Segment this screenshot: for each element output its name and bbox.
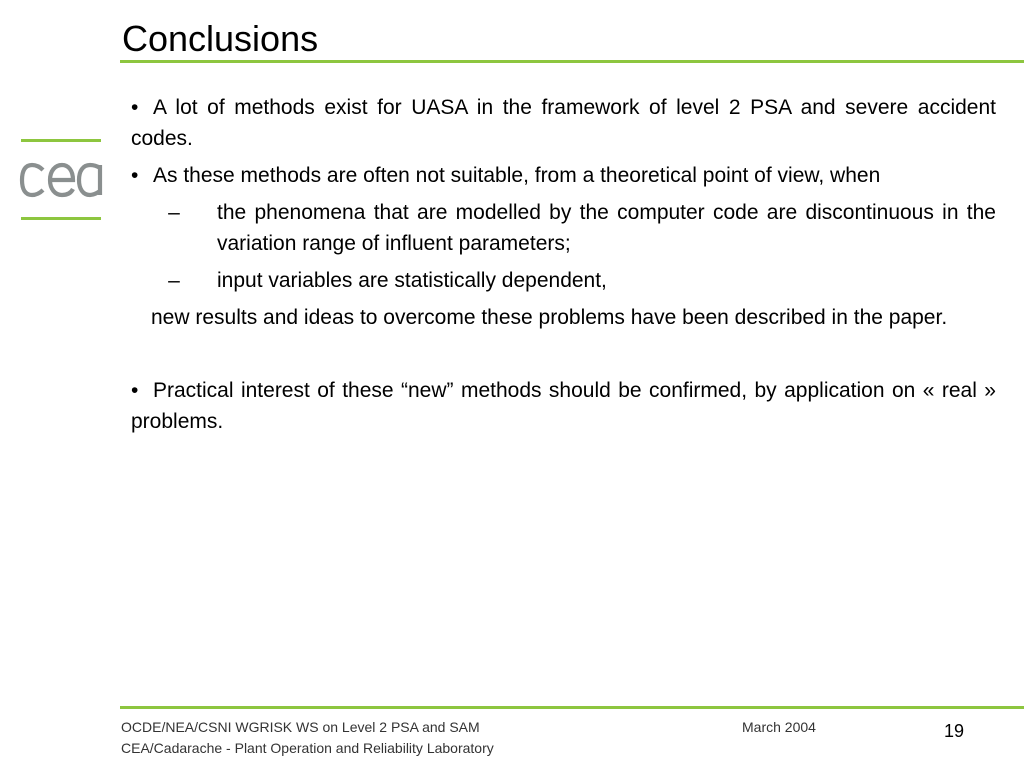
sub-item-text: input variables are statistically dependent, bbox=[217, 269, 607, 292]
bullet-item bbox=[131, 160, 996, 191]
sub-item bbox=[131, 197, 996, 259]
bullet-item bbox=[131, 375, 996, 437]
logo-letter-a bbox=[79, 165, 100, 195]
title-underline bbox=[120, 60, 1024, 63]
bullet-text: As these methods are often not suitable, from a theoretical point of view, when bbox=[153, 164, 881, 187]
sub-item-text: the phenomena that are modelled by the computer code are discontinuous in the variation range of influent parameters; bbox=[217, 201, 996, 255]
logo-top-rule bbox=[21, 139, 101, 142]
logo-letter-e bbox=[50, 165, 73, 195]
bullet-marker: • bbox=[131, 96, 139, 119]
cea-logo bbox=[19, 160, 103, 200]
continuation-text: new results and ideas to overcome these problems have been described in the paper. bbox=[151, 306, 948, 329]
page-number: 19 bbox=[943, 721, 964, 741]
bullet-item bbox=[131, 92, 996, 154]
footer-date: March 2004 bbox=[742, 719, 816, 735]
cea-logo-letters bbox=[22, 165, 100, 195]
slide-body bbox=[131, 92, 996, 443]
footer-text bbox=[121, 717, 494, 759]
bullet-marker: • bbox=[131, 164, 139, 187]
bullet-text: Practical interest of these “new” methods should be confirmed, by application on « real » problems. bbox=[131, 379, 996, 433]
sub-item bbox=[131, 265, 996, 296]
logo-bottom-rule bbox=[21, 217, 101, 220]
logo-letter-c bbox=[22, 165, 43, 195]
sub-item-marker: – bbox=[168, 269, 180, 292]
slide-title: Conclusions bbox=[122, 18, 319, 59]
footer-line-2: CEA/Cadarache - Plant Operation and Reliability Laboratory bbox=[121, 740, 494, 756]
sub-item-marker: – bbox=[168, 201, 180, 224]
footer-rule bbox=[120, 706, 1024, 709]
bullet-text: A lot of methods exist for UASA in the framework of level 2 PSA and severe accident codes. bbox=[131, 96, 996, 150]
bullet-marker: • bbox=[131, 379, 139, 402]
footer-line-1: OCDE/NEA/CSNI WGRISK WS on Level 2 PSA and SAM bbox=[121, 719, 480, 735]
